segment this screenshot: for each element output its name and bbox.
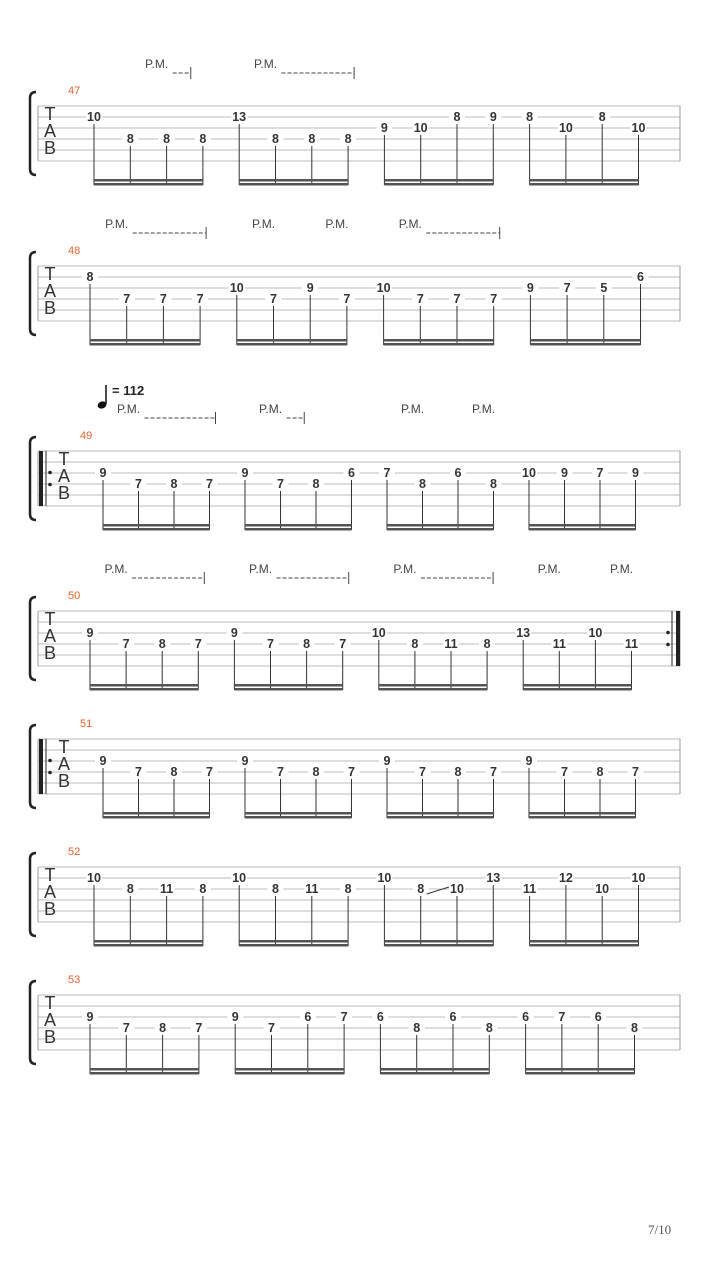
fret-number: 8: [308, 132, 316, 146]
fret-number: 10: [377, 871, 392, 885]
tab-clef-t: T: [44, 609, 56, 629]
fret-number: 9: [561, 466, 568, 480]
fret-number: 7: [561, 765, 568, 779]
fret-number: 9: [99, 754, 107, 768]
fret-number: 7: [135, 477, 142, 491]
fret-number: 6: [376, 1010, 384, 1024]
tab-clef-t: T: [58, 449, 70, 469]
beam-secondary: [239, 944, 348, 947]
fret-number: 6: [594, 1010, 602, 1024]
fret-number: 7: [343, 292, 351, 306]
fret-number: 7: [348, 765, 355, 779]
beam-secondary: [239, 183, 348, 186]
fret-number: 8: [159, 1021, 167, 1035]
beam-secondary: [530, 944, 639, 947]
fret-number: 8: [453, 110, 461, 124]
repeat-start-thick-bar: [39, 451, 43, 506]
beam-primary: [380, 1068, 489, 1071]
fret-number: 10: [450, 882, 464, 896]
palm-mute-label: P.M.: [398, 217, 422, 231]
fret-number: 13: [516, 626, 531, 640]
fret-number: 8: [312, 477, 320, 491]
fret-number: 9: [241, 754, 249, 768]
palm-mute-label: P.M.: [258, 402, 283, 416]
fret-number: 9: [99, 466, 107, 480]
fret-number: 13: [486, 871, 501, 885]
fret-number: 9: [230, 626, 238, 640]
fret-number: 6: [348, 466, 355, 480]
fret-number: 7: [196, 292, 204, 306]
fret-number: 8: [344, 882, 352, 896]
fret-number: 7: [267, 637, 274, 651]
fret-number: 8: [344, 132, 352, 146]
tab-clef-a: A: [43, 281, 57, 301]
beam-primary: [530, 339, 640, 342]
fret-number: 8: [170, 477, 178, 491]
fret-number: 13: [232, 110, 247, 124]
fret-number: 7: [277, 477, 284, 491]
fret-number: 10: [87, 871, 101, 885]
fret-number: 7: [277, 765, 284, 779]
beam-primary: [530, 179, 639, 182]
tab-clef-b: B: [43, 1027, 57, 1047]
fret-number: 8: [199, 882, 207, 896]
beam-secondary: [530, 183, 639, 186]
tempo-label: = 112: [112, 383, 145, 398]
beam-primary: [90, 684, 198, 687]
beam-primary: [235, 1068, 344, 1071]
measure-number: 47: [68, 85, 81, 97]
fret-number: 6: [449, 1010, 457, 1024]
beam-secondary: [245, 528, 352, 531]
repeat-end-thick-bar: [676, 611, 680, 666]
measure-number: 53: [68, 974, 81, 986]
palm-mute-label: P.M.: [105, 217, 129, 231]
measure-number: 50: [68, 590, 81, 602]
beam-primary: [384, 179, 493, 182]
repeat-dot: [666, 631, 670, 635]
fret-number: 8: [158, 637, 166, 651]
beam-primary: [239, 179, 348, 182]
tab-clef-b: B: [57, 483, 71, 503]
beam-secondary: [384, 343, 494, 346]
beam-secondary: [526, 1072, 635, 1075]
fret-number: 11: [305, 882, 319, 896]
tab-clef-a: A: [43, 1010, 57, 1030]
beam-secondary: [387, 816, 494, 819]
fret-number: 10: [595, 882, 610, 896]
fret-number: 7: [490, 765, 497, 779]
fret-number: 10: [588, 626, 603, 640]
fret-number: 6: [304, 1010, 312, 1024]
fret-number: 8: [163, 132, 171, 146]
palm-mute-label: P.M.: [393, 562, 417, 576]
beam-primary: [526, 1068, 635, 1071]
fret-number: 7: [383, 466, 391, 480]
fret-number: 8: [86, 270, 94, 284]
fret-number: 7: [270, 292, 277, 306]
fret-number: 8: [126, 882, 134, 896]
fret-number: 7: [159, 292, 167, 306]
fret-number: 7: [206, 477, 213, 491]
fret-number: 7: [490, 292, 498, 306]
beam-primary: [379, 684, 487, 687]
system-bracket: [30, 853, 36, 936]
beam-secondary: [90, 343, 200, 346]
palm-mute-label: P.M.: [116, 402, 141, 416]
system-bracket: [30, 437, 36, 520]
fret-number: 7: [340, 1010, 348, 1024]
fret-number: 6: [522, 1010, 530, 1024]
beam-primary: [90, 339, 200, 342]
beam-secondary: [530, 343, 640, 346]
fret-number: 6: [637, 270, 644, 284]
tab-clef-a: A: [57, 754, 71, 774]
fret-number: 8: [490, 477, 497, 491]
measure-number: 49: [80, 430, 93, 442]
fret-number: 8: [272, 882, 279, 896]
palm-mute-label: P.M.: [253, 57, 278, 71]
beam-secondary: [103, 528, 210, 531]
beam-secondary: [529, 528, 636, 531]
fret-number: 11: [444, 637, 458, 651]
beam-primary: [245, 524, 352, 527]
beam-secondary: [94, 183, 203, 186]
tab-clef-t: T: [44, 104, 56, 124]
fret-number: 10: [558, 121, 573, 135]
fret-number: 8: [483, 637, 491, 651]
beam-primary: [529, 524, 636, 527]
beam-secondary: [237, 343, 347, 346]
beam-primary: [387, 812, 494, 815]
page-number: 7/10: [648, 1222, 672, 1237]
system-bracket: [30, 981, 36, 1064]
fret-number: 7: [339, 637, 347, 651]
fret-number: 9: [525, 754, 533, 768]
repeat-dot: [48, 471, 52, 475]
tab-clef-b: B: [43, 899, 57, 919]
beam-primary: [239, 940, 348, 943]
beam-primary: [237, 339, 347, 342]
fret-number: 7: [268, 1021, 275, 1035]
fret-number: 8: [419, 477, 426, 491]
beam-secondary: [384, 944, 493, 947]
palm-mute-label: P.M.: [251, 217, 276, 231]
fret-number: 7: [123, 292, 131, 306]
fret-number: 7: [195, 1021, 203, 1035]
fret-number: 6: [454, 466, 462, 480]
system-bracket: [30, 92, 36, 175]
tab-clef-a: A: [43, 121, 57, 141]
tab-clef-b: B: [43, 298, 57, 318]
beam-primary: [523, 684, 631, 687]
fret-number: 8: [485, 1021, 493, 1035]
measure-number: 52: [68, 846, 81, 858]
fret-number: 10: [87, 110, 101, 124]
beam-secondary: [90, 1072, 199, 1075]
fret-number: 10: [376, 281, 391, 295]
beam-primary: [103, 812, 210, 815]
fret-number: 7: [122, 1021, 130, 1035]
fret-number: 8: [199, 132, 207, 146]
tab-clef-a: A: [57, 466, 71, 486]
palm-mute-label: P.M.: [248, 562, 273, 576]
fret-number: 8: [303, 637, 311, 651]
fret-number: 10: [229, 281, 244, 295]
palm-mute-label: P.M.: [325, 217, 349, 231]
fret-number: 7: [419, 765, 426, 779]
beam-secondary: [523, 688, 631, 691]
beam-primary: [384, 940, 493, 943]
fret-number: 9: [526, 281, 534, 295]
fret-number: 8: [598, 110, 606, 124]
beam-primary: [245, 812, 352, 815]
fret-number: 11: [159, 882, 174, 896]
fret-number: 11: [522, 882, 537, 896]
tab-clef-a: A: [43, 626, 57, 646]
fret-number: 7: [206, 765, 213, 779]
beam-secondary: [94, 944, 203, 947]
beam-secondary: [387, 528, 494, 531]
beam-secondary: [234, 688, 342, 691]
beam-primary: [387, 524, 494, 527]
fret-number: 7: [558, 1010, 566, 1024]
fret-number: 8: [413, 1021, 421, 1035]
palm-mute-label: P.M.: [471, 402, 496, 416]
fret-number: 9: [86, 1010, 94, 1024]
tab-clef-b: B: [43, 643, 57, 663]
tab-clef-a: A: [43, 882, 57, 902]
fret-number: 9: [231, 1010, 239, 1024]
fret-number: 8: [631, 1021, 638, 1035]
slide-line: [427, 887, 449, 894]
fret-number: 7: [122, 637, 130, 651]
beam-secondary: [384, 183, 493, 186]
palm-mute-label: P.M.: [145, 57, 169, 71]
beam-secondary: [379, 688, 487, 691]
fret-number: 7: [135, 765, 142, 779]
repeat-start-thick-bar: [39, 739, 43, 794]
fret-number: 7: [453, 292, 461, 306]
fret-number: 10: [522, 466, 536, 480]
system-bracket: [30, 252, 36, 335]
palm-mute-label: P.M.: [104, 562, 128, 576]
fret-number: 8: [312, 765, 320, 779]
fret-number: 8: [411, 637, 419, 651]
beam-secondary: [529, 816, 636, 819]
system-bracket: [30, 597, 36, 680]
beam-secondary: [235, 1072, 344, 1075]
repeat-dot: [48, 483, 52, 487]
fret-number: 7: [194, 637, 202, 651]
beam-primary: [94, 179, 203, 182]
repeat-dot: [666, 643, 670, 647]
fret-number: 8: [454, 765, 462, 779]
fret-number: 7: [632, 765, 639, 779]
fret-number: 8: [170, 765, 178, 779]
fret-number: 9: [383, 754, 391, 768]
fret-number: 7: [416, 292, 424, 306]
fret-number: 9: [380, 121, 388, 135]
repeat-dot: [48, 771, 52, 775]
tab-clef-t: T: [44, 993, 56, 1013]
beam-secondary: [245, 816, 352, 819]
fret-number: 9: [306, 281, 314, 295]
tab-clef-b: B: [57, 771, 71, 791]
beam-primary: [529, 812, 636, 815]
fret-number: 9: [86, 626, 94, 640]
repeat-dot: [48, 759, 52, 763]
beam-primary: [90, 1068, 199, 1071]
fret-number: 7: [563, 281, 571, 295]
fret-number: 7: [596, 466, 604, 480]
fret-number: 12: [558, 871, 573, 885]
fret-number: 10: [371, 626, 386, 640]
fret-number: 8: [126, 132, 134, 146]
fret-number: 9: [241, 466, 249, 480]
palm-mute-label: P.M.: [400, 402, 425, 416]
beam-primary: [103, 524, 210, 527]
beam-primary: [530, 940, 639, 943]
measure-number: 48: [68, 245, 81, 257]
fret-number: 8: [417, 882, 425, 896]
tab-clef-t: T: [44, 264, 56, 284]
fret-number: 10: [413, 121, 428, 135]
beam-secondary: [103, 816, 210, 819]
fret-number: 9: [489, 110, 497, 124]
fret-number: 8: [596, 765, 604, 779]
beam-secondary: [380, 1072, 489, 1075]
fret-number: 11: [552, 637, 566, 651]
fret-number: 9: [632, 466, 639, 480]
beam-secondary: [90, 688, 198, 691]
fret-number: 10: [631, 121, 646, 135]
fret-number: 5: [600, 281, 608, 295]
tab-clef-b: B: [43, 138, 57, 158]
beam-primary: [384, 339, 494, 342]
fret-number: 10: [232, 871, 247, 885]
palm-mute-label: P.M.: [609, 562, 634, 576]
measure-number: 51: [80, 718, 93, 730]
fret-number: 10: [631, 871, 646, 885]
fret-number: 8: [526, 110, 534, 124]
tab-clef-t: T: [44, 865, 56, 885]
beam-primary: [94, 940, 203, 943]
fret-number: 8: [272, 132, 279, 146]
palm-mute-label: P.M.: [537, 562, 561, 576]
tab-clef-t: T: [58, 737, 70, 757]
system-bracket: [30, 725, 36, 808]
beam-primary: [234, 684, 342, 687]
fret-number: 11: [624, 637, 639, 651]
